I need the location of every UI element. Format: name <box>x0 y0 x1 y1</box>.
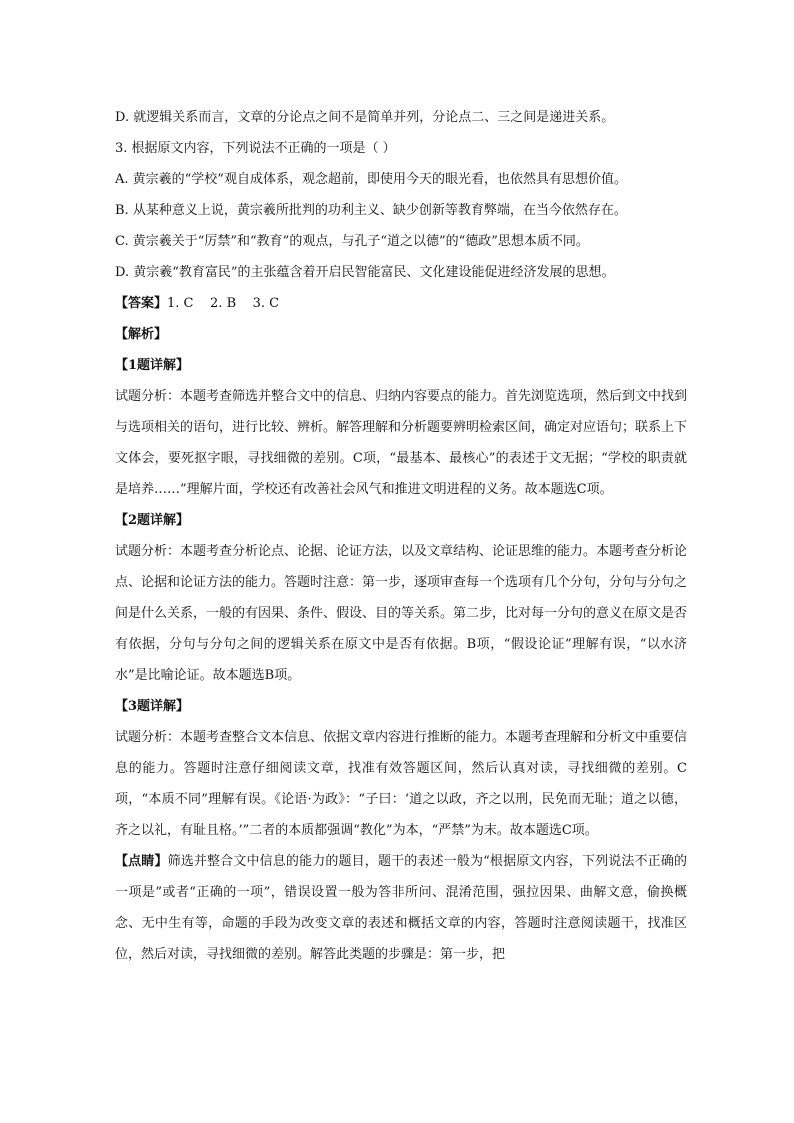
q1-analysis: 试题分析：本题考查筛选并整合文中的信息、归纳内容要点的能力。首先浏览选项，然后到文中找到与选项相关的语句，进行比较、辨析。解答理解和分析题要辨明检索区间，确定对应语句；联系上下文体会，要死抠字眼，寻找细微的差别。C项，“最基本、最核心”的表述于文无据；“学校的职责就是培养……”理解片面，学校还有改善社会风气和推进文明进程的义务。故本题选C项。 <box>115 389 688 497</box>
option-d-line: D. 就逻辑关系而言，文章的分论点之间不是简单并列，分论点二、三之间是递进关系。 <box>115 110 615 125</box>
q1-heading: 【1题详解】 <box>115 358 190 373</box>
q2-analysis: 试题分析：本题考查分析论点、论据、论证方法，以及文章结构、论证思维的能力。本题考查分析论点、论据和论证方法的能力。答题时注意：第一步，逐项审查每一个选项有几个分句，分句与分句之间是什么关系，一般的有因果、条件、假设、目的等关系。第二步，比对每一分句的意义在原文是否有依据，分句与分句之间的逻辑关系在原文中是否有依据。B项，“假设论证”理解有误，“以水济水”是比喻论证。故本题选B项。 <box>115 544 688 683</box>
question-3-stem: 3. 根据原文内容，下列说法不正确的一项是（ ） <box>115 141 396 156</box>
answer-line <box>115 288 687 319</box>
q3-analysis: 试题分析：本题考查整合文本信息、依据文章内容进行推断的能力。本题考查理解和分析文中重要信息的能力。答题时注意仔细阅读文章，找准有效答题区间，然后认真对读，寻找细微的差别。C项，“本质不同”理解有误。《论语·为政》：“子曰：‘道之以政，齐之以刑，民免而无耻；道之以德，齐之以礼，有耻且格。’”二者的本质都强调“教化”为本，“严禁”为末。故本题选C项。 <box>115 730 688 838</box>
analysis-heading: 【解析】 <box>115 327 168 342</box>
tip-label: 【点睛】 <box>115 854 168 869</box>
tip-text: 筛选并整合文中信息的能力的题目，题干的表述一般为“根据原文内容，下列说法不正确的一项是”或者“正确的一项”，错误设置一般为答非所问、混淆范围，强拉因果、曲解文意，偷换概念、无中生有等，命题的手段为改变文章的表述和概括文章的内容，答题时注意阅读题干，找准区位，然后对读，寻找细微的差别。解答此类题的步骤是：第一步，把 <box>115 854 687 962</box>
q2-heading: 【2题详解】 <box>115 513 190 528</box>
document-page <box>115 102 687 970</box>
q3-option-a: A. 黄宗羲的“学校”观自成体系，观念超前，即使用今天的眼光看，也依然具有思想价值。 <box>115 172 627 187</box>
answer-text: 1. C 2. B 3. C <box>167 296 280 311</box>
q3-heading: 【3题详解】 <box>115 699 190 714</box>
answer-label: 【答案】 <box>115 296 168 311</box>
tip-paragraph <box>115 846 687 970</box>
q3-option-d: D. 黄宗羲“教育富民”的主张蕴含着开启民智能富民、文化建设能促进经济发展的思想。 <box>115 265 615 280</box>
q3-option-c: C. 黄宗羲关于“厉禁”和“教育”的观点，与孔子“道之以德”的“德政”思想本质不同。 <box>115 234 589 249</box>
q3-option-b: B. 从某种意义上说，黄宗羲所批判的功利主义、缺少创新等教育弊端，在当今依然存在。 <box>115 203 627 218</box>
